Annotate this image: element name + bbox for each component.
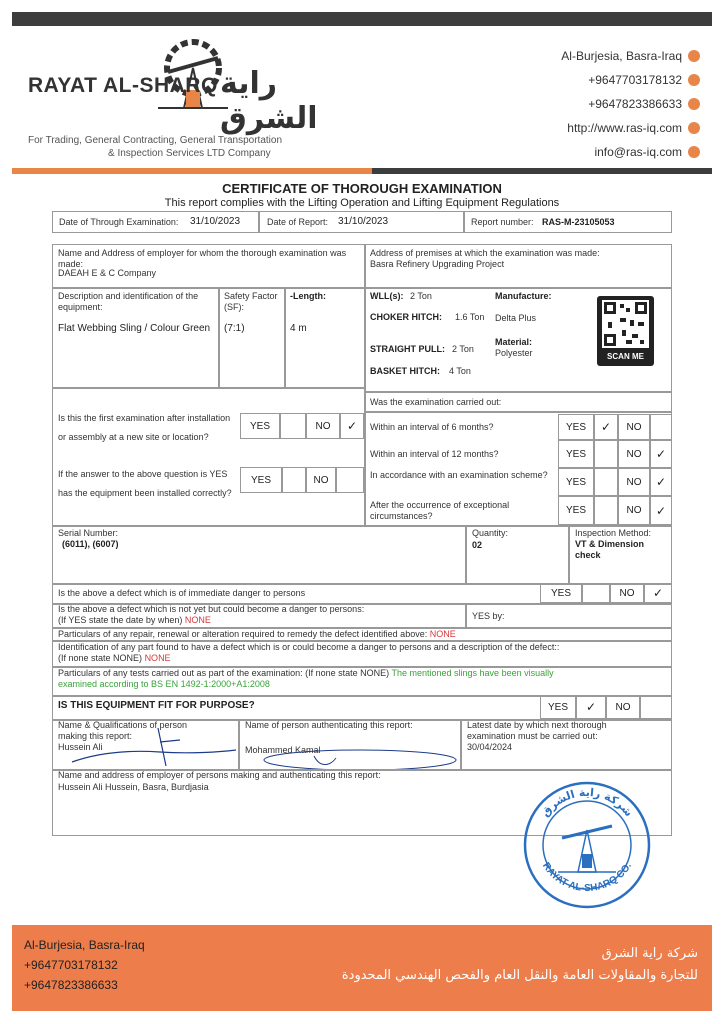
company-stamp xyxy=(522,780,652,910)
stamp-text-ar: شركة راية الشرق xyxy=(538,785,636,820)
first-exam-yes[interactable]: YES xyxy=(240,413,280,439)
tests-value-line2: examined according to BS EN 1492-1:2000+A1:2008 xyxy=(58,679,270,689)
basket-value: 4 Ton xyxy=(449,366,471,376)
immediate-danger-question: Is the above a defect which is of immediate danger to persons xyxy=(58,588,306,598)
footer-address: Al-Burjesia, Basra-Iraq xyxy=(24,938,145,952)
safety-factor-value: (7:1) xyxy=(224,323,245,334)
safety-factor-label: Safety Factor (SF): xyxy=(224,291,278,312)
stamp-text-en: RAYAT AL-SHARQ CO. xyxy=(539,860,635,895)
exceptional-yes[interactable]: YES xyxy=(558,496,594,525)
svg-text:شركة راية الشرق xyxy=(539,786,636,819)
yes-by-label: YES by: xyxy=(472,611,505,621)
fit-purpose-question: IS THIS EQUIPMENT FIT FOR PURPOSE? xyxy=(58,700,255,711)
report-number-value: RAS-M-23105053 xyxy=(542,217,615,227)
premises-label: Address of premises at which the examination was made: xyxy=(370,248,600,258)
employer-label: Name and Address of employer for whom the thorough examination was made: xyxy=(58,248,347,269)
person-making-value: Hussein Ali xyxy=(58,742,103,752)
header-contact xyxy=(561,44,700,164)
next-exam-label-2: examination must be carried out: xyxy=(467,731,598,741)
defect-part-note: (If none state NONE) xyxy=(58,653,143,663)
employer-value: DAEAH E & C Company xyxy=(58,268,157,278)
qr-icon xyxy=(602,300,649,348)
person-auth-label: Name of person authenticating this report: xyxy=(245,720,413,730)
interval12-question: Within an interval of 12 months? xyxy=(370,449,499,459)
interval12-yes[interactable]: YES xyxy=(558,440,594,468)
person-making-label-2: making this report: xyxy=(58,731,133,741)
exam-date-label: Date of Through Examination: xyxy=(59,217,179,227)
quantity-value: 02 xyxy=(472,540,483,550)
qr-code[interactable] xyxy=(597,296,654,366)
material-label: Material: xyxy=(495,337,533,347)
certificate-subtitle: This report complies with the Lifting Operation and Lifting Equipment Regulations xyxy=(164,197,560,209)
wll-value: 2 Ton xyxy=(410,291,432,301)
choker-value: 1.6 Ton xyxy=(455,312,485,322)
scheme-yes-box[interactable] xyxy=(594,468,618,496)
divider-dark xyxy=(372,168,712,174)
future-danger-value: NONE xyxy=(184,615,211,625)
top-bar xyxy=(12,12,712,26)
interval6-yes-check[interactable]: ✓ xyxy=(594,414,618,440)
manufacture-value: Delta Plus xyxy=(495,313,537,323)
installed-no-box[interactable] xyxy=(336,467,364,493)
qr-label: SCAN ME xyxy=(607,352,644,361)
method-label: Inspection Method: xyxy=(575,528,652,538)
exceptional-yes-box[interactable] xyxy=(594,496,618,525)
fit-no-box[interactable] xyxy=(640,695,672,719)
straight-label: STRAIGHT PULL: xyxy=(370,344,445,354)
certificate-title: CERTIFICATE OF THOROUGH EXAMINATION xyxy=(222,181,502,196)
future-danger-question: Is the above a defect which is not yet but could become a danger to persons: xyxy=(58,604,365,614)
company-tagline: For Trading, General Contracting, General Transportation & Inspection Services LTD Company xyxy=(28,135,283,159)
employer-persons-label: Name and address of employer of persons making and authenticating this report: xyxy=(58,770,381,780)
report-date-label: Date of Report: xyxy=(267,217,329,227)
exam-date-value: 31/10/2023 xyxy=(190,216,241,227)
interval6-no-box[interactable] xyxy=(650,414,672,440)
footer-contact xyxy=(24,935,145,995)
immediate-no-check[interactable]: ✓ xyxy=(644,583,672,603)
repair-value: NONE xyxy=(429,629,456,639)
interval6-yes[interactable]: YES xyxy=(558,414,594,440)
description-value: Flat Webbing Sling / Colour Green xyxy=(58,323,211,334)
address-text: Al-Burjesia, Basra-Iraq xyxy=(561,49,682,63)
interval12-no[interactable]: NO xyxy=(618,440,650,468)
defect-part-label: Identification of any part found to have a defect which is or could become a danger to persons and a description of the defect:: xyxy=(58,642,560,652)
email-link[interactable]: info@ras-iq.com xyxy=(594,145,682,159)
scheme-yes[interactable]: YES xyxy=(558,468,594,496)
choker-label: CHOKER HITCH: xyxy=(370,312,442,322)
tests-value-line1: The mentioned slings have been visually xyxy=(391,668,554,678)
installed-yes-box[interactable] xyxy=(282,467,306,493)
manufacture-label: Manufacture: xyxy=(495,291,552,301)
installed-no[interactable]: NO xyxy=(306,467,336,493)
exceptional-no[interactable]: NO xyxy=(618,496,650,525)
mail-icon xyxy=(688,146,700,158)
wll-label: WLL(s): xyxy=(370,291,404,301)
interval12-no-check[interactable]: ✓ xyxy=(650,440,672,468)
immediate-yes-box[interactable] xyxy=(582,583,610,603)
tests-label: Particulars of any tests carried out as part of the examination: (If none state NONE) xyxy=(58,668,390,678)
first-exam-yes-box[interactable] xyxy=(280,413,306,439)
scheme-no[interactable]: NO xyxy=(618,468,650,496)
interval6-question: Within an interval of 6 months? xyxy=(370,422,494,432)
company-name-en: RAYAT AL-SHARQ xyxy=(28,74,218,97)
scheme-no-check[interactable]: ✓ xyxy=(650,468,672,496)
globe-icon xyxy=(688,122,700,134)
footer-arabic xyxy=(342,943,698,987)
employer-persons-value: Hussein Ali Hussein, Basra, Burdjasia xyxy=(58,782,209,792)
company-logo xyxy=(28,38,348,158)
premises-value: Basra Refinery Upgrading Project xyxy=(370,259,505,269)
method-value: VT & Dimension check xyxy=(575,539,645,560)
footer-arabic-tagline: للتجارة والمقاولات العامة والنقل العام والفحص الهندسي المحدودة xyxy=(341,968,698,983)
signature-making xyxy=(70,722,240,770)
company-name-ar: راية الشرق xyxy=(220,66,318,136)
footer-phone2: +9647823386633 xyxy=(24,978,118,992)
phone-icon xyxy=(688,98,700,110)
divider-accent xyxy=(12,168,372,174)
serial-label: Serial Number: xyxy=(58,528,119,538)
website-link[interactable]: http://www.ras-iq.com xyxy=(567,121,682,135)
serial-value: (6011), (6007) xyxy=(62,539,119,549)
phone-icon xyxy=(688,74,700,86)
first-exam-question: Is this the first examination after installation or assembly at a new site or location? xyxy=(58,413,231,442)
length-value: 4 m xyxy=(290,323,307,334)
phone2-text: +9647823386633 xyxy=(588,97,682,111)
interval12-yes-box[interactable] xyxy=(594,440,618,468)
immediate-no[interactable]: NO xyxy=(610,583,644,603)
phone1-text: +9647703178132 xyxy=(588,73,682,87)
quantity-label: Quantity: xyxy=(472,528,509,538)
installed-yes[interactable]: YES xyxy=(240,467,282,493)
straight-value: 2 Ton xyxy=(452,344,474,354)
defect-part-value: NONE xyxy=(144,653,171,663)
next-exam-label-1: Latest date by which next thorough xyxy=(467,720,607,730)
footer-phone1: +9647703178132 xyxy=(24,958,118,972)
interval6-no[interactable]: NO xyxy=(618,414,650,440)
basket-label: BASKET HITCH: xyxy=(370,366,440,376)
footer xyxy=(12,925,712,1011)
material-value: Polyester xyxy=(495,348,533,358)
immediate-yes[interactable]: YES xyxy=(540,583,582,603)
exceptional-no-check[interactable]: ✓ xyxy=(650,496,672,525)
fit-no[interactable]: NO xyxy=(606,695,640,719)
installed-question: If the answer to the above question is YES has the equipment been installed correctly? xyxy=(58,469,232,498)
report-number-label: Report number: xyxy=(471,217,534,227)
location-icon xyxy=(688,50,700,62)
person-auth-value: Mohammed Kamal xyxy=(245,745,321,755)
exceptional-question: After the occurrence of exceptional circumstances? xyxy=(370,500,510,521)
scheme-question: In accordance with an examination scheme? xyxy=(370,470,548,480)
next-exam-date: 30/04/2024 xyxy=(467,742,513,752)
repair-label: Particulars of any repair, renewal or alteration required to remedy the defect identified above: xyxy=(58,629,428,639)
carried-out-label: Was the examination carried out: xyxy=(370,397,502,407)
first-exam-no[interactable]: NO xyxy=(306,413,340,439)
future-danger-note: (If YES state the date by when) xyxy=(58,615,183,625)
person-making-label-1: Name & Qualifications of person xyxy=(58,720,188,730)
fit-yes[interactable]: YES xyxy=(540,695,576,719)
fit-yes-check[interactable]: ✓ xyxy=(576,695,606,719)
length-label: -Length: xyxy=(290,291,326,301)
footer-arabic-name: شركة راية الشرق xyxy=(601,946,698,961)
report-date-value: 31/10/2023 xyxy=(338,216,389,227)
description-label: Description and identification of the equipment: xyxy=(58,291,199,312)
first-exam-no-check[interactable]: ✓ xyxy=(340,413,364,439)
